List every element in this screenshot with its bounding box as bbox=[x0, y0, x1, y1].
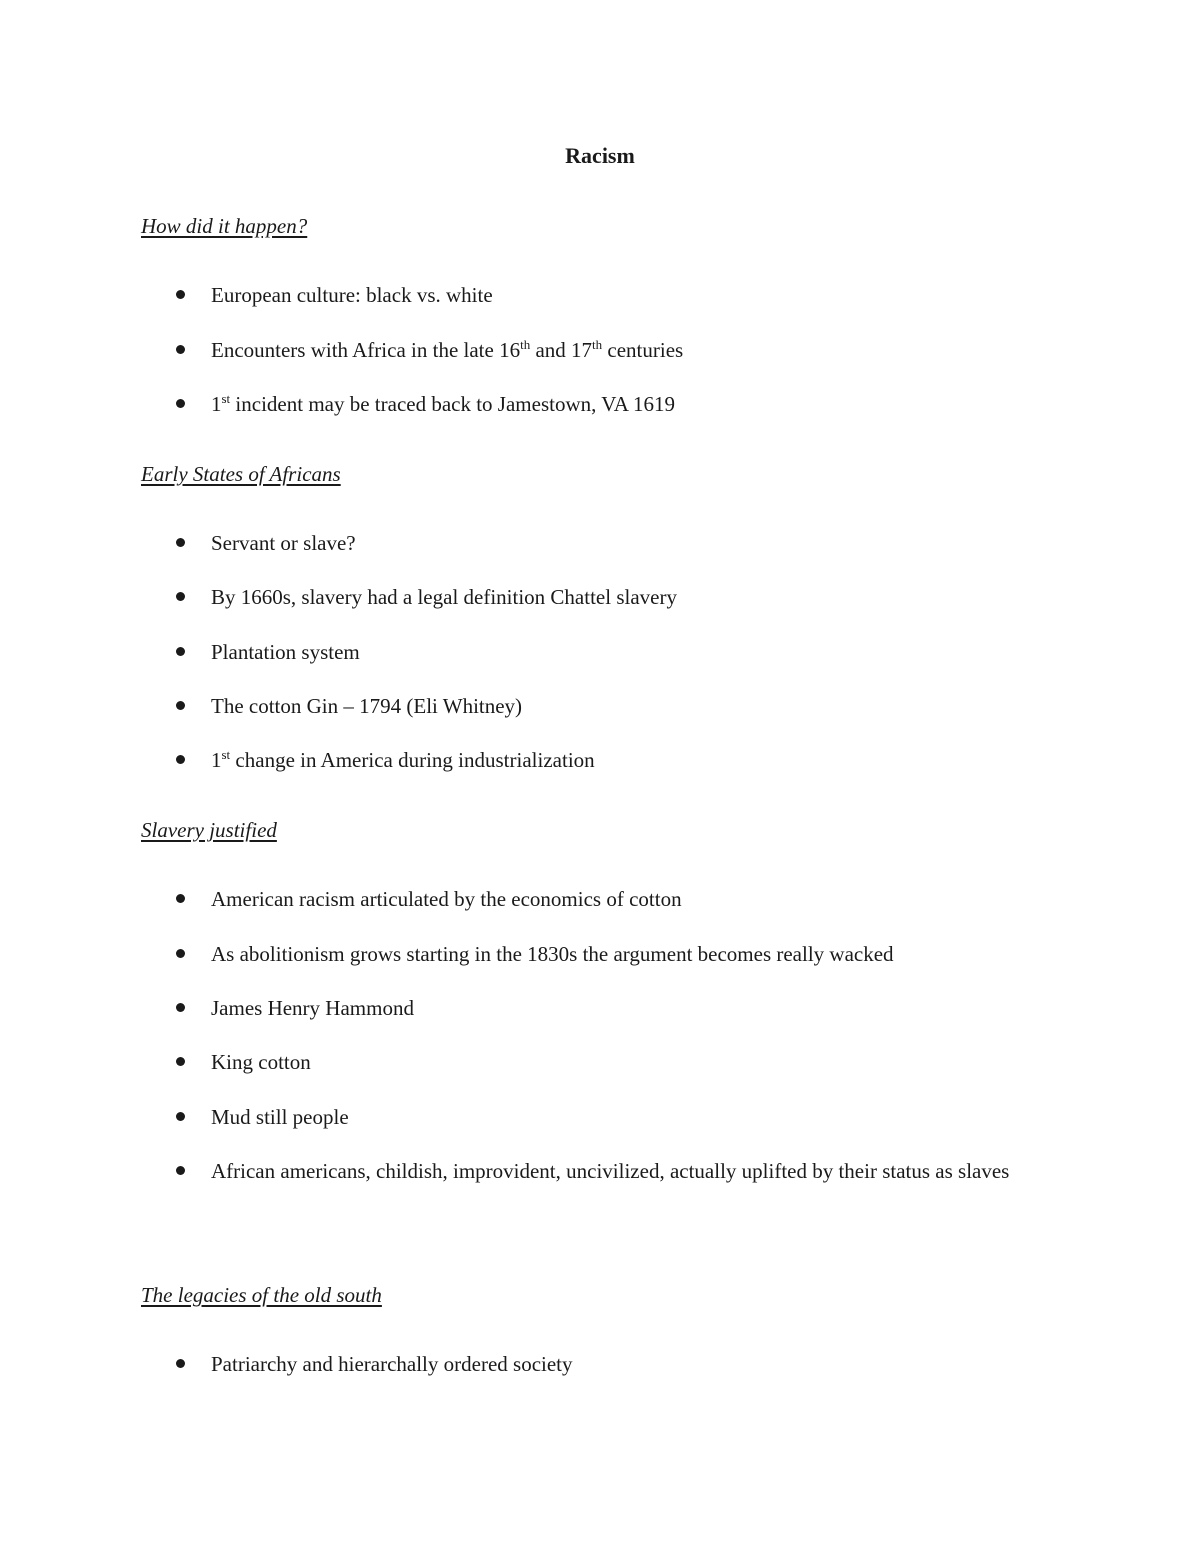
bullet-icon bbox=[176, 538, 185, 547]
bullet-icon bbox=[176, 1057, 185, 1066]
bullet-icon bbox=[176, 1359, 185, 1368]
list-item-text: The cotton Gin – 1794 (Eli Whitney) bbox=[211, 694, 523, 718]
bullet-icon bbox=[176, 949, 185, 958]
bullet-icon bbox=[176, 1112, 185, 1121]
bullet-icon bbox=[176, 647, 185, 656]
section-heading: How did it happen? bbox=[141, 214, 308, 238]
section-heading: Early States of Africans bbox=[141, 462, 341, 486]
list-item-text: King cotton bbox=[211, 1050, 311, 1074]
section-heading: The legacies of the old south bbox=[141, 1283, 382, 1307]
bullet-icon bbox=[176, 894, 185, 903]
list-item-text: Patriarchy and hierarchally ordered society bbox=[211, 1352, 573, 1376]
page-title: Racism bbox=[565, 143, 635, 168]
section-heading: Slavery justified bbox=[141, 818, 277, 842]
list-item-text: As abolitionism grows starting in the 1830s the argument becomes really wacked bbox=[211, 942, 894, 966]
list-item-text: Encounters with Africa in the late 16th and 17th centuries bbox=[211, 337, 684, 362]
bullet-icon bbox=[176, 755, 185, 764]
bullet-icon bbox=[176, 592, 185, 601]
bullet-icon bbox=[176, 399, 185, 408]
list-item-text: James Henry Hammond bbox=[211, 996, 414, 1020]
list-item-text: By 1660s, slavery had a legal definition Chattel slavery bbox=[211, 585, 677, 609]
list-item-text: African americans, childish, improvident, uncivilized, actually uplifted by their status as slaves bbox=[211, 1159, 1010, 1183]
list-item-text: Servant or slave? bbox=[211, 531, 356, 555]
list-item-text: Mud still people bbox=[211, 1105, 349, 1129]
bullet-icon bbox=[176, 345, 185, 354]
bullet-icon bbox=[176, 290, 185, 299]
list-item-text: European culture: black vs. white bbox=[211, 283, 493, 307]
bullet-icon bbox=[176, 701, 185, 710]
list-item-text: 1st change in America during industrialization bbox=[211, 747, 595, 772]
list-item-text: 1st incident may be traced back to Jamestown, VA 1619 bbox=[211, 391, 675, 416]
bullet-icon bbox=[176, 1003, 185, 1012]
list-item-text: Plantation system bbox=[211, 640, 360, 664]
list-item-text: American racism articulated by the economics of cotton bbox=[211, 887, 682, 911]
bullet-icon bbox=[176, 1166, 185, 1175]
